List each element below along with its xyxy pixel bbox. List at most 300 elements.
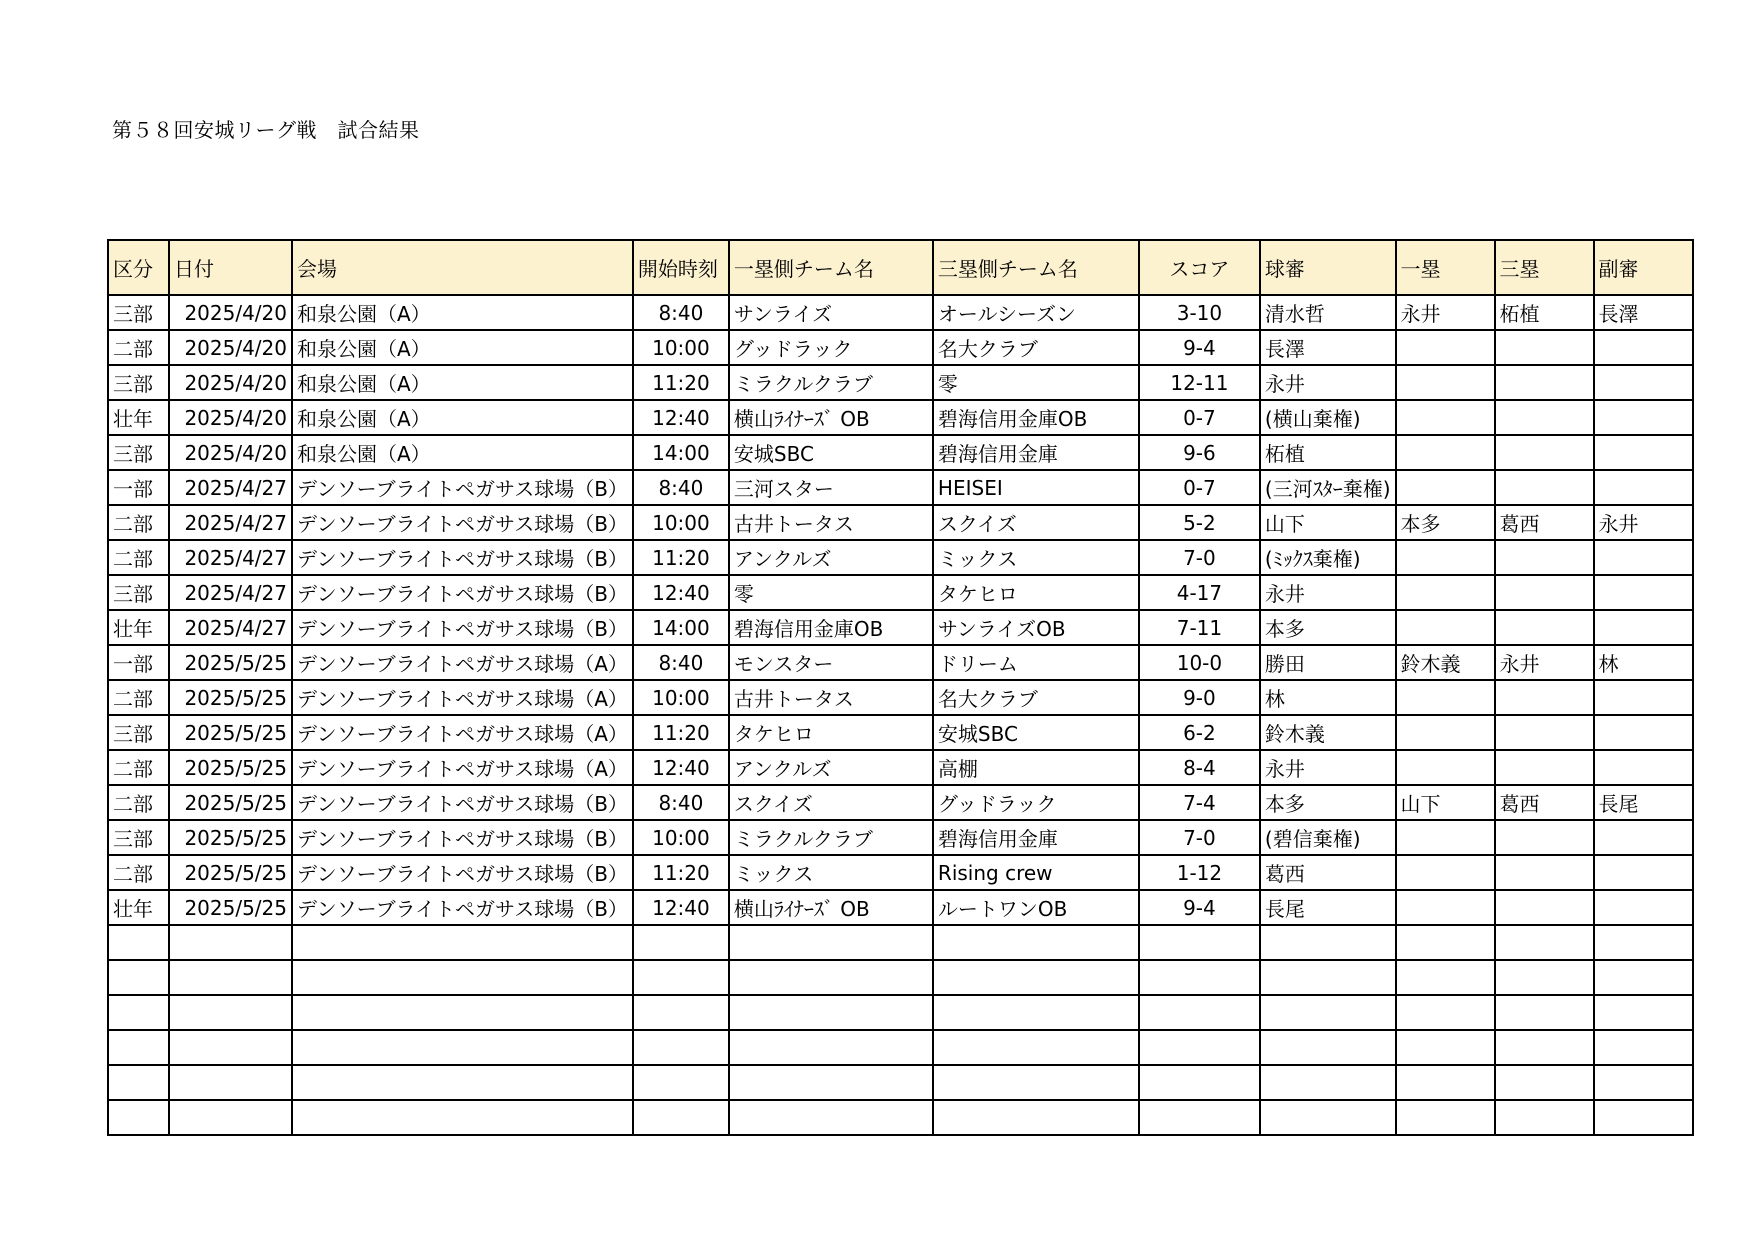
table-row	[108, 575, 1693, 610]
cell-start-time	[633, 995, 729, 1030]
cell-start-time	[633, 1065, 729, 1100]
cell-plate-umpire: (横山棄権)	[1260, 400, 1396, 435]
cell-score: 9-4	[1139, 330, 1260, 365]
cell-start-time: 10:00	[633, 680, 729, 715]
cell-date: 2025/4/20	[169, 400, 292, 435]
cell-plate-umpire: (三河ｽﾀｰ棄権)	[1260, 470, 1396, 505]
cell-date: 2025/4/20	[169, 435, 292, 470]
cell-third-base-team: ルートワンOB	[933, 890, 1139, 925]
cell-division: 三部	[108, 435, 169, 470]
cell-date	[169, 960, 292, 995]
cell-start-time: 11:20	[633, 715, 729, 750]
cell-first-base-umpire	[1396, 960, 1495, 995]
cell-date: 2025/5/25	[169, 890, 292, 925]
cell-first-base-umpire: 本多	[1396, 505, 1495, 540]
cell-plate-umpire	[1260, 960, 1396, 995]
cell-sub-umpire	[1594, 995, 1693, 1030]
cell-first-base-umpire	[1396, 890, 1495, 925]
cell-score: 9-4	[1139, 890, 1260, 925]
cell-venue: デンソーブライトペガサス球場（B）	[292, 610, 633, 645]
cell-plate-umpire: 清水哲	[1260, 295, 1396, 330]
cell-plate-umpire: (ﾐｯｸｽ棄権)	[1260, 540, 1396, 575]
cell-third-base-team: 碧海信用金庫	[933, 435, 1139, 470]
cell-division: 二部	[108, 330, 169, 365]
cell-first-base-umpire	[1396, 400, 1495, 435]
cell-score: 9-6	[1139, 435, 1260, 470]
cell-date: 2025/5/25	[169, 785, 292, 820]
table-row	[108, 995, 1693, 1030]
cell-sub-umpire	[1594, 1030, 1693, 1065]
cell-first-base-umpire	[1396, 750, 1495, 785]
cell-plate-umpire: 勝田	[1260, 645, 1396, 680]
cell-score: 0-7	[1139, 470, 1260, 505]
cell-third-base-team: 零	[933, 365, 1139, 400]
cell-third-base-umpire	[1495, 330, 1594, 365]
cell-first-base-umpire	[1396, 1100, 1495, 1135]
cell-venue: デンソーブライトペガサス球場（B）	[292, 785, 633, 820]
cell-first-base-umpire	[1396, 820, 1495, 855]
table-row	[108, 540, 1693, 575]
cell-score	[1139, 925, 1260, 960]
cell-start-time	[633, 960, 729, 995]
cell-sub-umpire	[1594, 1100, 1693, 1135]
cell-plate-umpire: 山下	[1260, 505, 1396, 540]
cell-third-base-umpire	[1495, 680, 1594, 715]
cell-first-base-umpire	[1396, 330, 1495, 365]
cell-venue: デンソーブライトペガサス球場（A）	[292, 715, 633, 750]
cell-third-base-team	[933, 1065, 1139, 1100]
table-row	[108, 680, 1693, 715]
cell-first-base-team	[729, 1065, 933, 1100]
cell-third-base-team: 高棚	[933, 750, 1139, 785]
cell-start-time: 12:40	[633, 890, 729, 925]
cell-venue	[292, 1100, 633, 1135]
cell-division: 二部	[108, 750, 169, 785]
cell-sub-umpire	[1594, 1065, 1693, 1100]
cell-venue: デンソーブライトペガサス球場（B）	[292, 820, 633, 855]
cell-third-base-umpire	[1495, 995, 1594, 1030]
cell-first-base-umpire	[1396, 925, 1495, 960]
cell-first-base-team: スクイズ	[729, 785, 933, 820]
cell-first-base-umpire	[1396, 1065, 1495, 1100]
cell-first-base-team: ミラクルクラブ	[729, 365, 933, 400]
header-first-base-team: 一塁側チーム名	[729, 240, 933, 295]
header-division: 区分	[108, 240, 169, 295]
cell-third-base-umpire	[1495, 715, 1594, 750]
cell-score: 7-0	[1139, 820, 1260, 855]
match-results-table	[107, 239, 1694, 1136]
cell-sub-umpire	[1594, 365, 1693, 400]
cell-sub-umpire	[1594, 610, 1693, 645]
cell-third-base-team: スクイズ	[933, 505, 1139, 540]
cell-date: 2025/5/25	[169, 750, 292, 785]
cell-plate-umpire: 本多	[1260, 610, 1396, 645]
table-row	[108, 435, 1693, 470]
cell-division: 壮年	[108, 610, 169, 645]
header-venue: 会場	[292, 240, 633, 295]
cell-venue: 和泉公園（A）	[292, 435, 633, 470]
cell-plate-umpire: 柘植	[1260, 435, 1396, 470]
table-row	[108, 645, 1693, 680]
cell-date	[169, 925, 292, 960]
cell-division: 三部	[108, 575, 169, 610]
cell-plate-umpire: 永井	[1260, 750, 1396, 785]
table-row	[108, 505, 1693, 540]
cell-third-base-team: 安城SBC	[933, 715, 1139, 750]
cell-division	[108, 995, 169, 1030]
cell-third-base-team	[933, 1100, 1139, 1135]
cell-start-time: 8:40	[633, 785, 729, 820]
cell-sub-umpire	[1594, 330, 1693, 365]
cell-venue: 和泉公園（A）	[292, 400, 633, 435]
cell-date: 2025/4/20	[169, 295, 292, 330]
cell-plate-umpire: 永井	[1260, 365, 1396, 400]
cell-score	[1139, 995, 1260, 1030]
cell-first-base-umpire	[1396, 715, 1495, 750]
cell-first-base-umpire	[1396, 610, 1495, 645]
cell-start-time	[633, 925, 729, 960]
cell-score	[1139, 960, 1260, 995]
cell-venue	[292, 960, 633, 995]
cell-date: 2025/4/27	[169, 540, 292, 575]
cell-third-base-umpire	[1495, 540, 1594, 575]
cell-plate-umpire	[1260, 1030, 1396, 1065]
cell-score	[1139, 1065, 1260, 1100]
cell-date	[169, 1030, 292, 1065]
table-row	[108, 295, 1693, 330]
cell-first-base-team: 横山ﾗｲﾅｰｽﾞ OB	[729, 890, 933, 925]
cell-plate-umpire: 長尾	[1260, 890, 1396, 925]
cell-start-time: 8:40	[633, 645, 729, 680]
cell-start-time: 10:00	[633, 505, 729, 540]
cell-third-base-umpire	[1495, 575, 1594, 610]
cell-score	[1139, 1100, 1260, 1135]
cell-third-base-team	[933, 1030, 1139, 1065]
cell-sub-umpire	[1594, 540, 1693, 575]
cell-start-time: 8:40	[633, 470, 729, 505]
cell-plate-umpire	[1260, 925, 1396, 960]
cell-first-base-team	[729, 995, 933, 1030]
cell-plate-umpire	[1260, 995, 1396, 1030]
cell-date	[169, 1100, 292, 1135]
cell-third-base-umpire	[1495, 400, 1594, 435]
cell-first-base-umpire	[1396, 365, 1495, 400]
cell-first-base-umpire: 鈴木義	[1396, 645, 1495, 680]
cell-venue	[292, 1065, 633, 1100]
results-body	[108, 295, 1693, 1135]
cell-sub-umpire	[1594, 960, 1693, 995]
cell-third-base-team	[933, 995, 1139, 1030]
cell-sub-umpire	[1594, 470, 1693, 505]
cell-score: 7-4	[1139, 785, 1260, 820]
table-row	[108, 820, 1693, 855]
cell-score: 5-2	[1139, 505, 1260, 540]
table-row	[108, 1100, 1693, 1135]
cell-third-base-umpire: 葛西	[1495, 505, 1594, 540]
table-row	[108, 715, 1693, 750]
cell-division: 壮年	[108, 400, 169, 435]
cell-score: 9-0	[1139, 680, 1260, 715]
header-start-time: 開始時刻	[633, 240, 729, 295]
header-third-base-team: 三塁側チーム名	[933, 240, 1139, 295]
cell-division: 三部	[108, 715, 169, 750]
cell-sub-umpire	[1594, 925, 1693, 960]
cell-division: 一部	[108, 645, 169, 680]
cell-plate-umpire: 本多	[1260, 785, 1396, 820]
table-row	[108, 855, 1693, 890]
cell-score: 12-11	[1139, 365, 1260, 400]
cell-sub-umpire	[1594, 680, 1693, 715]
cell-score: 0-7	[1139, 400, 1260, 435]
cell-plate-umpire: 鈴木義	[1260, 715, 1396, 750]
cell-third-base-umpire	[1495, 365, 1594, 400]
table-row	[108, 610, 1693, 645]
cell-score: 4-17	[1139, 575, 1260, 610]
cell-division	[108, 1100, 169, 1135]
cell-start-time: 14:00	[633, 435, 729, 470]
cell-score: 7-0	[1139, 540, 1260, 575]
cell-date	[169, 1065, 292, 1100]
cell-first-base-team	[729, 1030, 933, 1065]
table-row	[108, 470, 1693, 505]
table-row	[108, 925, 1693, 960]
cell-score: 8-4	[1139, 750, 1260, 785]
table-row	[108, 1030, 1693, 1065]
cell-division	[108, 960, 169, 995]
cell-first-base-team: ミラクルクラブ	[729, 820, 933, 855]
cell-first-base-umpire	[1396, 470, 1495, 505]
cell-venue: デンソーブライトペガサス球場（B）	[292, 855, 633, 890]
cell-plate-umpire: 林	[1260, 680, 1396, 715]
cell-first-base-team: 古井トータス	[729, 680, 933, 715]
table-row	[108, 365, 1693, 400]
cell-sub-umpire	[1594, 435, 1693, 470]
cell-third-base-team: 碧海信用金庫OB	[933, 400, 1139, 435]
cell-plate-umpire	[1260, 1100, 1396, 1135]
cell-first-base-umpire	[1396, 1030, 1495, 1065]
cell-third-base-team	[933, 960, 1139, 995]
cell-first-base-team	[729, 925, 933, 960]
cell-third-base-umpire	[1495, 610, 1594, 645]
cell-first-base-team: 安城SBC	[729, 435, 933, 470]
cell-division: 二部	[108, 855, 169, 890]
cell-venue: デンソーブライトペガサス球場（A）	[292, 680, 633, 715]
cell-date: 2025/4/27	[169, 575, 292, 610]
cell-third-base-team: ドリーム	[933, 645, 1139, 680]
cell-third-base-team: グッドラック	[933, 785, 1139, 820]
cell-sub-umpire	[1594, 715, 1693, 750]
cell-first-base-team	[729, 960, 933, 995]
cell-sub-umpire	[1594, 855, 1693, 890]
cell-third-base-umpire: 柘植	[1495, 295, 1594, 330]
cell-start-time: 11:20	[633, 365, 729, 400]
cell-start-time	[633, 1100, 729, 1135]
cell-third-base-umpire	[1495, 750, 1594, 785]
cell-date: 2025/4/20	[169, 365, 292, 400]
cell-first-base-umpire: 山下	[1396, 785, 1495, 820]
cell-venue: デンソーブライトペガサス球場（A）	[292, 750, 633, 785]
header-first-base-umpire: 一塁	[1396, 240, 1495, 295]
table-row	[108, 750, 1693, 785]
cell-start-time: 11:20	[633, 855, 729, 890]
header-third-base-umpire: 三塁	[1495, 240, 1594, 295]
cell-sub-umpire	[1594, 400, 1693, 435]
cell-start-time: 12:40	[633, 400, 729, 435]
cell-third-base-umpire	[1495, 470, 1594, 505]
cell-venue: デンソーブライトペガサス球場（A）	[292, 645, 633, 680]
cell-start-time	[633, 1030, 729, 1065]
cell-third-base-umpire	[1495, 855, 1594, 890]
cell-division: 二部	[108, 680, 169, 715]
cell-venue	[292, 995, 633, 1030]
cell-division: 三部	[108, 365, 169, 400]
cell-first-base-team: グッドラック	[729, 330, 933, 365]
cell-score: 6-2	[1139, 715, 1260, 750]
cell-third-base-umpire	[1495, 820, 1594, 855]
cell-venue: 和泉公園（A）	[292, 365, 633, 400]
cell-third-base-team: 名大クラブ	[933, 680, 1139, 715]
header-date: 日付	[169, 240, 292, 295]
cell-score: 3-10	[1139, 295, 1260, 330]
cell-first-base-team: アンクルズ	[729, 540, 933, 575]
header-score: スコア	[1139, 240, 1260, 295]
cell-first-base-team: サンライズ	[729, 295, 933, 330]
header-sub-umpire: 副審	[1594, 240, 1693, 295]
cell-venue: デンソーブライトペガサス球場（B）	[292, 470, 633, 505]
cell-plate-umpire: 葛西	[1260, 855, 1396, 890]
cell-first-base-team	[729, 1100, 933, 1135]
cell-division: 二部	[108, 505, 169, 540]
cell-date: 2025/4/20	[169, 330, 292, 365]
cell-plate-umpire: 永井	[1260, 575, 1396, 610]
cell-division	[108, 925, 169, 960]
cell-start-time: 8:40	[633, 295, 729, 330]
cell-division	[108, 1030, 169, 1065]
cell-date: 2025/4/27	[169, 470, 292, 505]
table-row	[108, 785, 1693, 820]
page-title: 第５８回安城リーグ戦 試合結果	[112, 118, 420, 142]
cell-plate-umpire: 長澤	[1260, 330, 1396, 365]
cell-score: 1-12	[1139, 855, 1260, 890]
cell-third-base-umpire	[1495, 1065, 1594, 1100]
cell-venue: デンソーブライトペガサス球場（B）	[292, 890, 633, 925]
cell-third-base-team: ミックス	[933, 540, 1139, 575]
table-row	[108, 1065, 1693, 1100]
cell-start-time: 10:00	[633, 820, 729, 855]
cell-date: 2025/5/25	[169, 820, 292, 855]
cell-sub-umpire	[1594, 890, 1693, 925]
cell-venue: デンソーブライトペガサス球場（B）	[292, 575, 633, 610]
cell-first-base-team: アンクルズ	[729, 750, 933, 785]
cell-third-base-umpire	[1495, 890, 1594, 925]
cell-third-base-umpire: 永井	[1495, 645, 1594, 680]
cell-first-base-umpire	[1396, 680, 1495, 715]
cell-score: 10-0	[1139, 645, 1260, 680]
cell-first-base-team: ミックス	[729, 855, 933, 890]
cell-third-base-team: タケヒロ	[933, 575, 1139, 610]
cell-date: 2025/5/25	[169, 715, 292, 750]
cell-third-base-umpire	[1495, 1100, 1594, 1135]
cell-venue	[292, 1030, 633, 1065]
cell-first-base-team: 古井トータス	[729, 505, 933, 540]
cell-start-time: 12:40	[633, 575, 729, 610]
table-row	[108, 400, 1693, 435]
cell-sub-umpire: 永井	[1594, 505, 1693, 540]
cell-first-base-umpire	[1396, 855, 1495, 890]
cell-first-base-team: 三河スター	[729, 470, 933, 505]
cell-division: 一部	[108, 470, 169, 505]
cell-first-base-team: タケヒロ	[729, 715, 933, 750]
cell-first-base-team: 碧海信用金庫OB	[729, 610, 933, 645]
cell-sub-umpire: 林	[1594, 645, 1693, 680]
cell-first-base-team: 零	[729, 575, 933, 610]
cell-plate-umpire	[1260, 1065, 1396, 1100]
cell-sub-umpire	[1594, 750, 1693, 785]
cell-division: 二部	[108, 540, 169, 575]
cell-score	[1139, 1030, 1260, 1065]
cell-venue: デンソーブライトペガサス球場（B）	[292, 505, 633, 540]
cell-first-base-umpire	[1396, 995, 1495, 1030]
cell-third-base-umpire: 葛西	[1495, 785, 1594, 820]
cell-start-time: 14:00	[633, 610, 729, 645]
cell-sub-umpire: 長尾	[1594, 785, 1693, 820]
cell-sub-umpire	[1594, 820, 1693, 855]
cell-third-base-team: オールシーズン	[933, 295, 1139, 330]
cell-third-base-umpire	[1495, 960, 1594, 995]
cell-third-base-umpire	[1495, 1030, 1594, 1065]
cell-venue: 和泉公園（A）	[292, 330, 633, 365]
cell-date: 2025/5/25	[169, 855, 292, 890]
cell-third-base-team: 碧海信用金庫	[933, 820, 1139, 855]
cell-score: 7-11	[1139, 610, 1260, 645]
cell-third-base-team	[933, 925, 1139, 960]
cell-date: 2025/5/25	[169, 645, 292, 680]
cell-division	[108, 1065, 169, 1100]
cell-first-base-umpire	[1396, 540, 1495, 575]
header-plate-umpire: 球審	[1260, 240, 1396, 295]
cell-first-base-team: 横山ﾗｲﾅｰｽﾞ OB	[729, 400, 933, 435]
cell-first-base-umpire	[1396, 575, 1495, 610]
cell-division: 壮年	[108, 890, 169, 925]
cell-division: 二部	[108, 785, 169, 820]
cell-date: 2025/4/27	[169, 505, 292, 540]
cell-date: 2025/4/27	[169, 610, 292, 645]
table-row	[108, 960, 1693, 995]
cell-first-base-team: モンスター	[729, 645, 933, 680]
cell-third-base-team: HEISEI	[933, 470, 1139, 505]
cell-plate-umpire: (碧信棄権)	[1260, 820, 1396, 855]
cell-start-time: 11:20	[633, 540, 729, 575]
cell-third-base-team: Rising crew	[933, 855, 1139, 890]
cell-date: 2025/5/25	[169, 680, 292, 715]
cell-first-base-umpire: 永井	[1396, 295, 1495, 330]
cell-third-base-team: 名大クラブ	[933, 330, 1139, 365]
cell-venue: デンソーブライトペガサス球場（B）	[292, 540, 633, 575]
cell-third-base-umpire	[1495, 435, 1594, 470]
cell-venue: 和泉公園（A）	[292, 295, 633, 330]
header-row	[108, 240, 1693, 295]
cell-start-time: 12:40	[633, 750, 729, 785]
cell-date	[169, 995, 292, 1030]
cell-sub-umpire	[1594, 575, 1693, 610]
cell-first-base-umpire	[1396, 435, 1495, 470]
cell-sub-umpire: 長澤	[1594, 295, 1693, 330]
cell-division: 三部	[108, 820, 169, 855]
cell-venue	[292, 925, 633, 960]
table-row	[108, 330, 1693, 365]
cell-third-base-umpire	[1495, 925, 1594, 960]
cell-division: 三部	[108, 295, 169, 330]
